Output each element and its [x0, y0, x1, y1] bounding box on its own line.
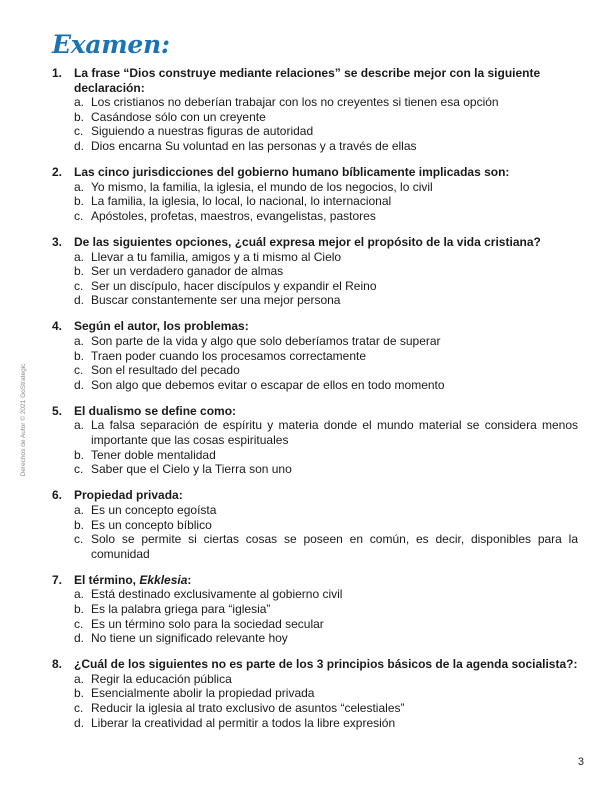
option-letter: a.: [74, 502, 85, 517]
question-text: El dualismo se define como:: [74, 403, 237, 418]
question-number: 5.: [52, 403, 63, 418]
option-text: Tener doble mentalidad: [91, 447, 216, 462]
option-letter: d.: [74, 715, 85, 730]
option-text: Traen poder cuando los procesamos correctamente: [91, 348, 367, 363]
question-number: 7.: [52, 572, 63, 587]
question-text: La frase “Dios construye mediante relaciones” se describe mejor con la siguiente declaración:: [74, 66, 541, 95]
option-text: Está destinado exclusivamente al gobierno civil: [91, 587, 343, 602]
option-letter: d.: [74, 293, 85, 308]
question-8: [52, 657, 578, 730]
option-letter: c.: [74, 462, 84, 477]
question-text: Según el autor, los problemas:: [74, 319, 249, 334]
option-text: Yo mismo, la familia, la iglesia, el mundo de los negocios, lo civil: [91, 179, 433, 194]
question-5: [52, 404, 578, 477]
option-text: Casándose sólo con un creyente: [91, 109, 266, 124]
question-text-suffix: :: [187, 572, 192, 587]
option-item: [74, 95, 578, 110]
option-list: [74, 250, 578, 308]
option-text: Es un concepto egoísta: [91, 502, 217, 517]
question-list: [52, 66, 578, 742]
option-letter: c.: [74, 701, 84, 716]
option-letter: a.: [74, 95, 85, 110]
option-text: Solo se permite si ciertas cosas se poseen en común, es decir, disponibles para la comunidad: [91, 532, 578, 561]
option-text: Regir la educación pública: [91, 671, 232, 686]
question-6: [52, 488, 578, 561]
option-list: [74, 672, 578, 730]
option-letter: c.: [74, 616, 84, 631]
option-text: Llevar a tu familia, amigos y a ti mismo al Cielo: [91, 249, 342, 264]
option-item: [74, 672, 578, 687]
option-item: [74, 363, 578, 378]
option-item: [74, 378, 578, 393]
option-letter: b.: [74, 447, 85, 462]
option-list: [74, 180, 578, 224]
option-letter: b.: [74, 109, 85, 124]
option-letter: a.: [74, 671, 85, 686]
option-letter: d.: [74, 377, 85, 392]
option-text: Reducir la iglesia al trato exclusivo de asuntos “celestiales”: [91, 701, 405, 716]
option-letter: c.: [74, 363, 84, 378]
option-text: Esencialmente abolir la propiedad privada: [91, 686, 315, 701]
option-item: [74, 716, 578, 731]
question-text: Propiedad privada:: [74, 488, 183, 503]
option-text: Es un concepto bíblico: [91, 517, 212, 532]
option-item: [74, 448, 578, 463]
option-text: Apóstoles, profetas, maestros, evangelistas, pastores: [91, 208, 376, 223]
option-letter: b.: [74, 602, 85, 616]
question-number: 8.: [52, 657, 63, 672]
option-text: Son parte de la vida y algo que solo deberíamos tratar de superar: [91, 334, 441, 348]
option-list: [74, 503, 578, 561]
option-letter: d.: [74, 631, 85, 646]
option-item: [74, 334, 578, 349]
option-item: [74, 194, 578, 209]
question-text: De las siguientes opciones, ¿cuál expresa mejor el propósito de la vida cristiana?: [74, 234, 541, 249]
option-item: [74, 124, 578, 139]
question-number: 2.: [52, 165, 63, 180]
option-letter: a.: [74, 249, 85, 264]
question-1: [52, 66, 578, 154]
option-item: [74, 110, 578, 125]
question-text-emphasis: Ekklesia: [139, 572, 188, 587]
option-item: [74, 462, 578, 477]
question-2: [52, 165, 578, 223]
option-item: [74, 701, 578, 716]
question-7: [52, 573, 578, 646]
option-list: [74, 95, 578, 153]
option-item: [74, 250, 578, 265]
question-number: 3.: [52, 234, 63, 249]
option-list: [74, 334, 578, 392]
option-item: [74, 180, 578, 195]
question-3: [52, 235, 578, 308]
option-letter: c.: [74, 278, 84, 293]
option-item: [74, 686, 578, 701]
option-item: [74, 617, 578, 632]
question-number: 1.: [52, 66, 63, 80]
option-letter: a.: [74, 587, 85, 602]
option-text: La familia, la iglesia, lo local, lo nacional, lo internacional: [91, 194, 392, 209]
option-letter: a.: [74, 334, 85, 348]
option-letter: b.: [74, 348, 85, 363]
option-item: [74, 293, 578, 308]
option-text: Es un término solo para la sociedad secular: [91, 616, 324, 631]
option-text: Son el resultado del pecado: [91, 363, 240, 378]
option-item: [74, 139, 578, 154]
option-text: Ser un discípulo, hacer discípulos y expandir el Reino: [91, 278, 377, 293]
question-text: [74, 573, 578, 588]
option-item: [74, 631, 578, 646]
question-4: [52, 319, 578, 392]
page-number: 3: [577, 756, 584, 768]
option-text: Son algo que debemos evitar o escapar de ellos en todo momento: [91, 377, 445, 392]
option-text: No tiene un significado relevante hoy: [91, 631, 288, 646]
option-letter: c.: [74, 532, 84, 547]
option-item: [74, 349, 578, 364]
question-text: Las cinco jurisdicciones del gobierno humano bíblicamente implicadas son:: [74, 165, 510, 180]
option-item: [74, 279, 578, 294]
option-item: [74, 209, 578, 224]
option-text: Siguiendo a nuestras figuras de autoridad: [91, 124, 314, 139]
option-text: Es la palabra griega para “iglesia”: [91, 602, 271, 616]
option-letter: b.: [74, 686, 85, 701]
question-text: ¿Cuál de los siguientes no es parte de los 3 principios básicos de la agenda socialista?:: [74, 657, 578, 672]
option-letter: a.: [74, 418, 85, 433]
option-letter: b.: [74, 517, 85, 532]
option-item: [74, 503, 578, 518]
option-text: Los cristianos no deberían trabajar con los no creyentes si tienen esa opción: [91, 95, 499, 110]
option-item: [74, 518, 578, 533]
option-text: Liberar la creatividad al permitir a todos la libre expresión: [91, 715, 396, 730]
option-letter: a.: [74, 179, 85, 194]
option-text: La falsa separación de espíritu y materia donde el mundo material se considera menos importante que las cosas espirituales: [91, 418, 578, 448]
option-item: [74, 587, 578, 602]
option-item: [74, 264, 578, 279]
question-number: 4.: [52, 319, 63, 334]
option-letter: c.: [74, 124, 84, 139]
option-item: [74, 602, 578, 617]
option-item: [74, 418, 578, 447]
option-item: [74, 532, 578, 561]
option-text: Saber que el Cielo y la Tierra son uno: [91, 462, 292, 477]
option-letter: c.: [74, 208, 84, 223]
question-number: 6.: [52, 488, 63, 503]
option-letter: b.: [74, 194, 85, 209]
copyright-note: Derechos de Autor © 2021 GoStrategic: [20, 363, 27, 477]
option-text: Ser un verdadero ganador de almas: [91, 264, 284, 279]
option-letter: d.: [74, 138, 85, 153]
option-list: [74, 418, 578, 476]
option-text: Dios encarna Su voluntad en las personas y a través de ellas: [91, 138, 417, 153]
question-text-prefix: El término,: [74, 572, 140, 587]
option-letter: b.: [74, 264, 85, 279]
option-text: Buscar constantemente ser una mejor persona: [91, 293, 341, 308]
page-title: Examen:: [52, 30, 170, 59]
option-list: [74, 587, 578, 645]
